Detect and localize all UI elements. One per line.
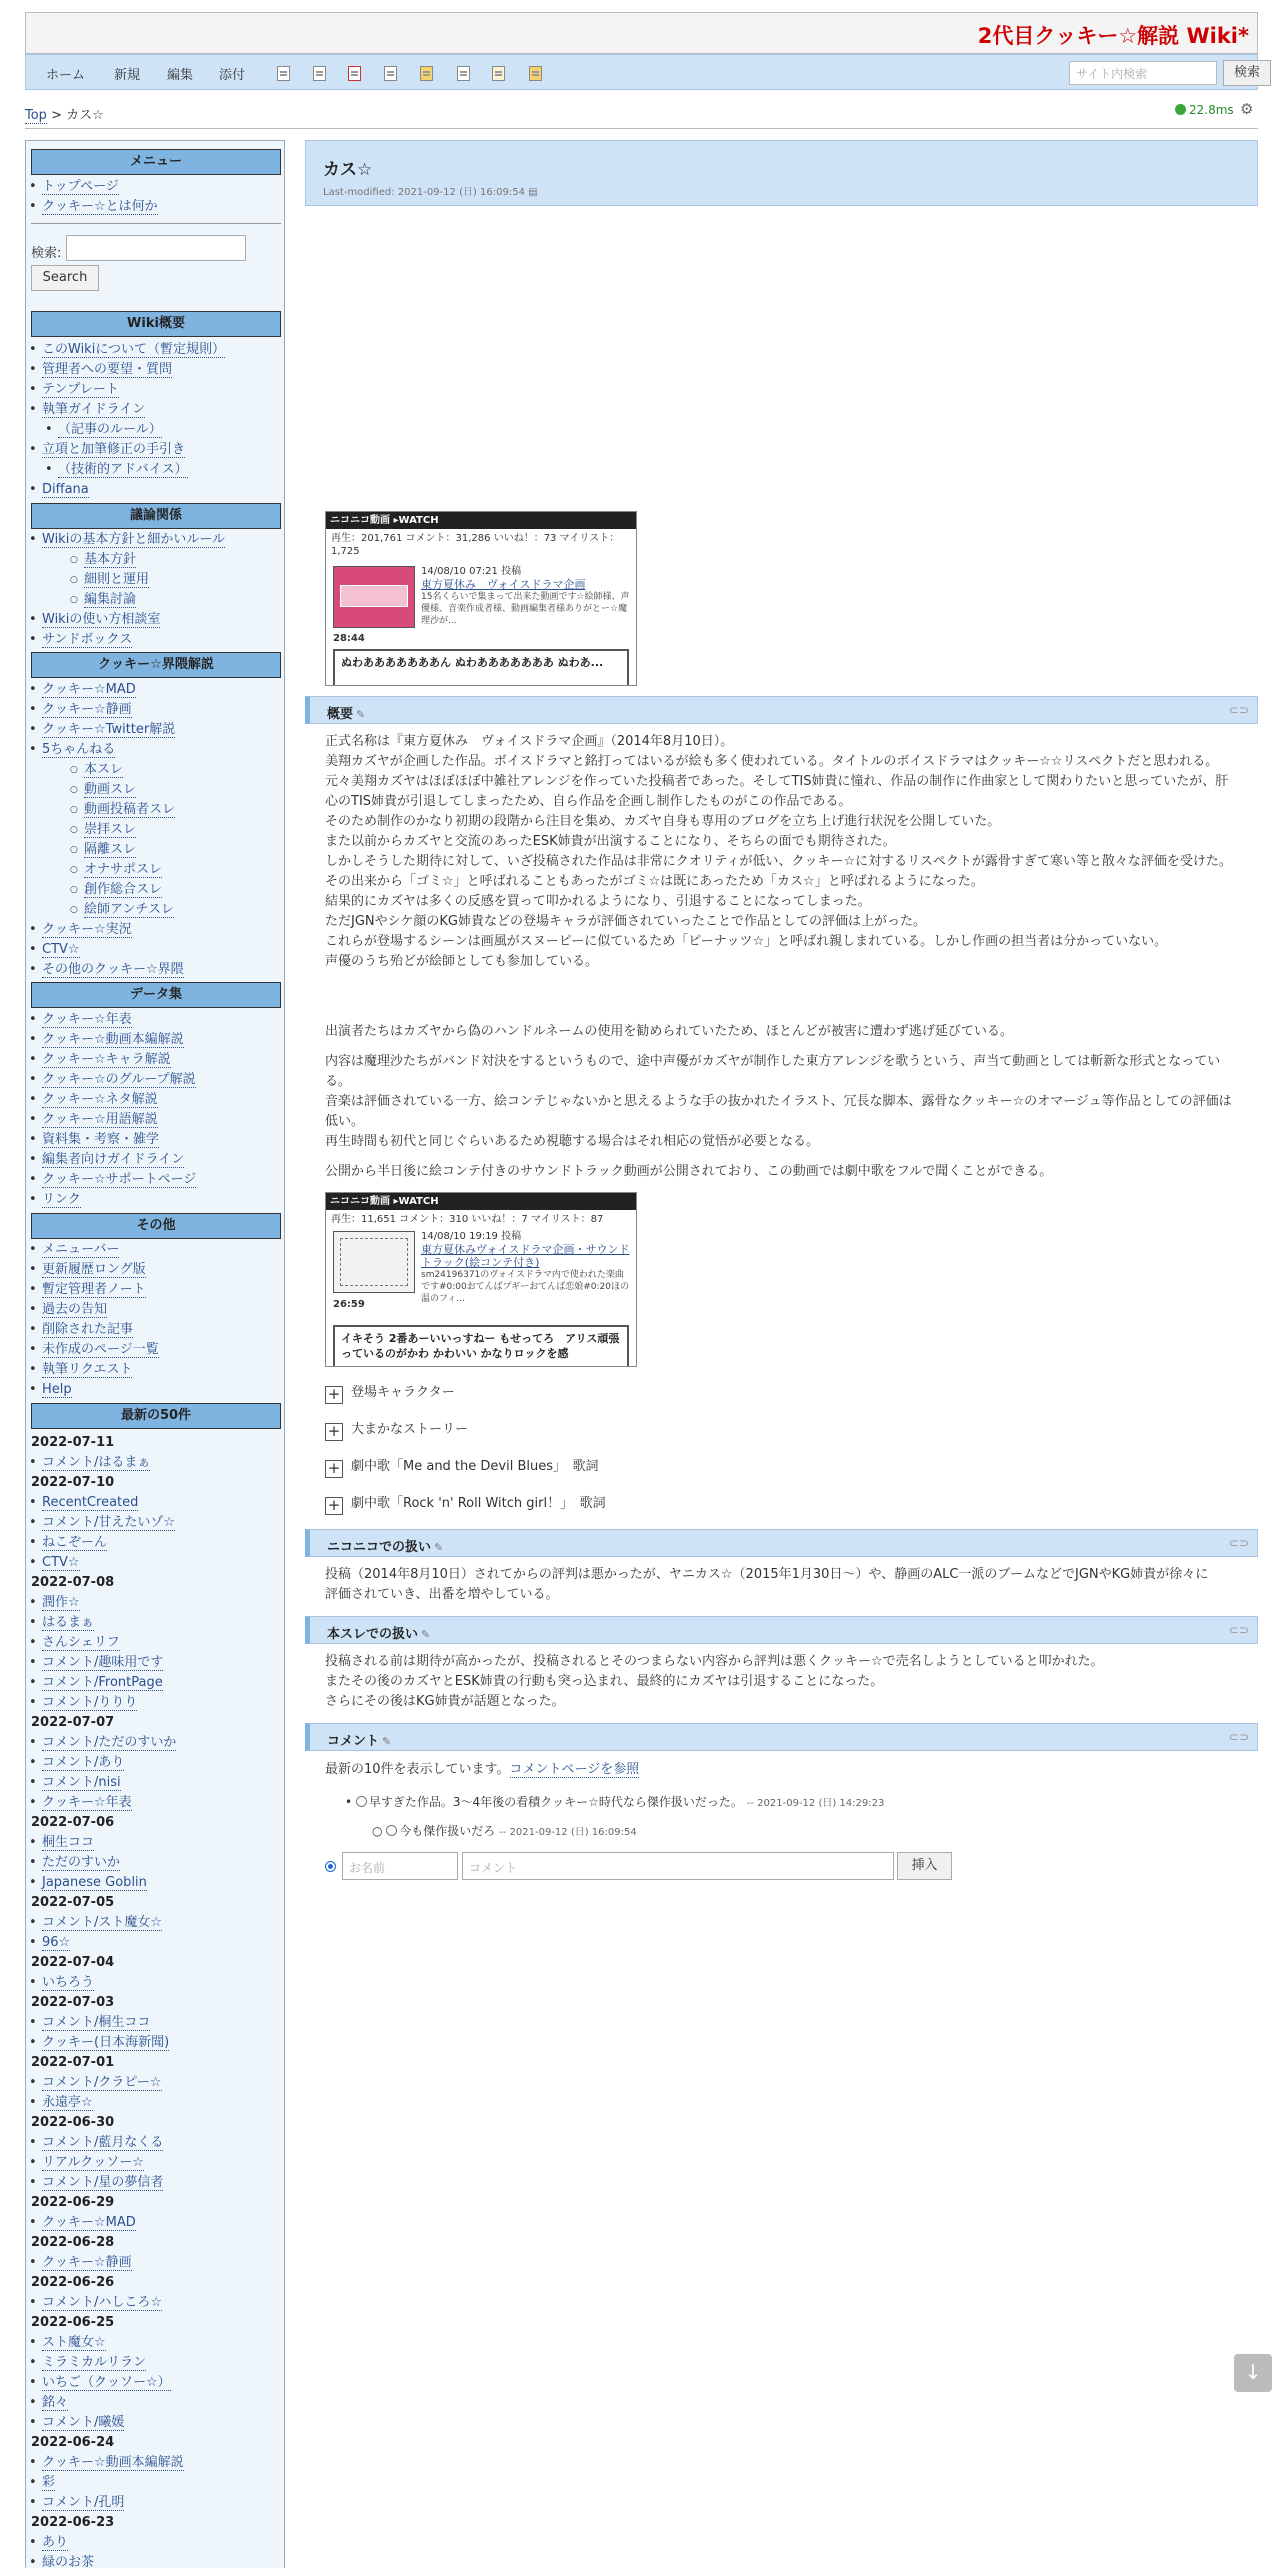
comment-item: • 早すぎた作品。3～4年後の看積クッキー☆時代なら傑作扱いだった。 -- 2021-09-12 (日) 14:29:23: [345, 1795, 885, 1809]
comment-reply: ○ 今も傑作扱いだろ -- 2021-09-12 (日) 16:09:54: [372, 1824, 637, 1838]
recent-date: 2022-06-28: [31, 2235, 115, 2250]
diff-icon[interactable]: [313, 66, 326, 81]
recent-item[interactable]: • コメント/星の夢信者: [42, 2175, 163, 2191]
video-title-link[interactable]: 東方夏休みヴォイスドラマ企画・サウンドトラック(絵コンテ付き): [421, 1243, 630, 1269]
recent-item[interactable]: • さんシェリフ: [42, 1635, 120, 1651]
recent-item[interactable]: • 銘々: [42, 2395, 68, 2411]
section-overview: [305, 696, 1258, 724]
wiki-heading: Wiki概要: [31, 311, 281, 337]
video-date: 14/08/10 07:21 投稿: [421, 566, 522, 577]
overview-line: 音楽は評価されている一方、絵コンテじゃないかと思えるような手の抜かれたイラスト、冗長な脚本、露骨なクッキー☆のオマージュ等作品としての評価は低い。: [325, 1094, 1232, 1129]
sidebar-item-requests[interactable]: • 管理者への要望・質問: [42, 362, 172, 378]
site-header: [25, 12, 1258, 54]
nav-home[interactable]: ホーム: [46, 68, 86, 83]
recent-item[interactable]: • ミラミカルリラン: [42, 2355, 146, 2371]
overview-line: そのため制作のかなり初期の段階から注目を集め、カズヤ自身も専用のブログを立ち上げ進行状況を公開していた。: [325, 814, 1001, 829]
overview-line: その出来から「ゴミ☆」と呼ばれることもあったがゴミ☆は既にあったため「カス☆」と呼ばれるようになった。: [325, 874, 984, 889]
recent-item[interactable]: • 潤作☆: [42, 1595, 80, 1611]
recent-item[interactable]: • クッキー☆静画: [42, 2255, 132, 2271]
recent-item[interactable]: • コメント/はるまぁ: [42, 1455, 150, 1471]
overview-text: [325, 732, 1240, 972]
fold-song2[interactable]: + 劇中歌「Rock 'n' Roll Witch girl！」 歌詞: [325, 1492, 606, 1515]
recent-item[interactable]: • スト魔女☆: [42, 2335, 106, 2351]
overview-text-3: [325, 1052, 1240, 1152]
overview-line: 結果的にカズヤは多くの反感を買って叩かれるようになり、引退することになってしまった。: [325, 894, 871, 909]
sidebar-item-policy[interactable]: • Wikiの基本方針と細かいルール: [42, 532, 225, 548]
recent-date: 2022-06-29: [31, 2195, 115, 2210]
other-heading: その他: [31, 1213, 281, 1239]
recent-item[interactable]: • 桐生ココ: [42, 1835, 94, 1851]
copy-icon[interactable]: [384, 66, 397, 81]
recent-date: 2022-07-08: [31, 1575, 115, 1590]
recent-date: 2022-07-10: [31, 1475, 115, 1490]
edit-pencil-icon[interactable]: ✎: [356, 708, 366, 721]
recent-item[interactable]: • クッキー(日本海新聞): [42, 2035, 169, 2051]
overview-line: 美翔カズヤが企画した作品。ボイスドラマと銘打ってはいるが絵も多く使われている。タイトルのボイスドラマはクッキー☆☆リスペクトだと思われる。: [325, 754, 1219, 769]
recent-item[interactable]: • CTV☆: [42, 1555, 80, 1571]
menu-heading: メニュー: [31, 149, 281, 175]
sidebar-item-5ch-sub[interactable]: ○ 動画投稿者スレ: [84, 802, 175, 818]
sidebar-item-data[interactable]: • クッキー☆用語解説: [42, 1112, 158, 1128]
video-info: [421, 566, 631, 627]
video-embed[interactable]: [325, 511, 637, 686]
sidebar-item-data[interactable]: • 資料集・考察・雑学: [42, 1132, 159, 1148]
recent-date: 2022-06-24: [31, 2435, 115, 2450]
recent-item[interactable]: • コメント/趣味用です: [42, 1655, 163, 1671]
anchor-link-icon[interactable]: ⊂⊃: [1228, 1536, 1249, 1550]
recent-item[interactable]: • はるまぁ: [42, 1615, 94, 1631]
overview-line: 声優のうち殆どが絵師としても参加している。: [325, 954, 599, 969]
divider: [25, 128, 1258, 129]
sidebar-item-5ch-sub[interactable]: ○ 崇拝スレ: [84, 822, 136, 838]
recent-item[interactable]: • コメント/ただのすいか: [42, 1735, 176, 1751]
honsure-text: 投稿される前は期待が高かったが、投稿されるとそのつまらない内容から評判は悪くクッキー☆で売名しようとしていると叩かれた。 またその後のカズヤとESK姉貴の行動も突っ込まれ、最終的にカズヤは引退することになった。 さらにその後はKG姉貴が話題となった。: [325, 1654, 1104, 1709]
comment-page-link[interactable]: コメントページを参照: [509, 1762, 640, 1777]
sidebar-item-template[interactable]: • テンプレート: [42, 382, 119, 398]
recent-item[interactable]: • コメント/孔明: [42, 2495, 124, 2511]
recent-date: 2022-06-23: [31, 2515, 115, 2530]
overview-line: 元々美翔カズヤはほぼほぼ中雑社アレンジを作っていた投稿者であった。そしてTIS姉貴に憧れ、作品の制作に作曲家として関わりたいと思っていたが、肝心のTIS姉貴が引退してしまったため、自ら作品を企画し制作したものがこの作品である。: [325, 774, 1229, 809]
video-title-link[interactable]: 東方夏休み ヴォイスドラマ企画: [421, 578, 586, 591]
video-thumbnail[interactable]: [333, 566, 415, 628]
edit-pencil-icon[interactable]: ✎: [382, 1735, 392, 1748]
overview-line: これらが登場するシーンは画風がスヌーピーに似ているため「ピーナッツ☆」と呼ばれ親しまれている。しかし作画の担当者は分かっていない。: [325, 934, 1168, 949]
breadcrumb-separator: >: [51, 108, 62, 123]
sidebar-item-guideline[interactable]: • 執筆ガイドライン: [42, 402, 145, 418]
sidebar-item-about-cookie[interactable]: • クッキー☆とは何か: [42, 199, 158, 215]
delete-icon[interactable]: [348, 66, 361, 81]
sidebar-item-howto[interactable]: • 立項と加筆修正の手引き: [42, 442, 185, 458]
section-honsure: [305, 1616, 1258, 1644]
sidebar-item-5ch-sub[interactable]: ○ オナサポスレ: [84, 862, 162, 878]
sidebar-item-5ch-sub[interactable]: ○ 動画スレ: [84, 782, 136, 798]
video-length: 28:44: [333, 633, 365, 644]
sidebar-item-5ch-sub[interactable]: ○ 創作総合スレ: [84, 882, 162, 898]
overview-line: ただJGNやシケ顔のKG姉貴などの登場キャラが評価されていったことで作品としての評価は上がった。: [325, 914, 926, 929]
sidebar-item-5ch-sub[interactable]: ○ 隔離スレ: [84, 842, 136, 858]
sidebar-item-about-wiki[interactable]: • このWikiについて（暫定規則）: [42, 342, 225, 358]
kai-heading: クッキー☆界隈解説: [31, 652, 281, 678]
recent-date: 2022-06-26: [31, 2275, 115, 2290]
recent-item[interactable]: • ねこぞーん: [42, 1535, 107, 1551]
sidebar-item-ctv[interactable]: • CTV☆: [42, 942, 80, 958]
rename-icon[interactable]: [457, 66, 470, 81]
sidebar-item-sandbox[interactable]: • サンドボックス: [42, 632, 132, 648]
recent-item[interactable]: • コメント/桐生ココ: [42, 2015, 150, 2031]
niconico-text: 投稿（2014年8月10日）されてからの評判は悪かったが、ヤニカス☆（2015年1月30日～）や、静画のALC一派のブームなどでJGNやKG姉貴が徐々に 評価されていき、出番を増やしている。: [325, 1567, 1209, 1602]
recent-item[interactable]: • 彩: [42, 2475, 55, 2491]
recent-item[interactable]: • コメント/藍月なくる: [42, 2135, 163, 2151]
sidebar-item-policy-basic[interactable]: ○ 基本方針: [84, 552, 136, 568]
sidebar-item-other[interactable]: • 執筆リクエスト: [42, 1362, 132, 1378]
sidebar-item-other-kai[interactable]: • その他のクッキー☆界隈: [42, 962, 184, 978]
recent-item[interactable]: • コメント/スト魔女☆: [42, 1915, 162, 1931]
sidebar-item-other[interactable]: • 更新履歴ロング版: [42, 1262, 146, 1278]
name-field[interactable]: お名前: [342, 1852, 458, 1880]
anchor-link-icon[interactable]: ⊂⊃: [1228, 1730, 1249, 1744]
fold-story[interactable]: + 大まかなストーリー: [325, 1418, 468, 1441]
page-title: カス☆: [323, 160, 373, 180]
sidebar-item-consult[interactable]: • Wikiの使い方相談室: [42, 612, 160, 628]
recent-item[interactable]: • いちご（クッソー☆）: [42, 2375, 171, 2391]
data-heading: データ集: [31, 982, 281, 1008]
video-bar: ニコニコ動画 ▸WATCH: [326, 512, 636, 529]
video-info: [421, 1231, 631, 1305]
fold-song1[interactable]: + 劇中歌「Me and the Devil Blues」 歌詞: [325, 1455, 599, 1478]
recent-date: 2022-06-30: [31, 2115, 115, 2130]
video-length: 26:59: [333, 1299, 365, 1310]
last-modified: Last-modified: 2021-09-12 (日) 16:09:54 ▤: [323, 187, 538, 198]
sidebar-item-top[interactable]: • トップページ: [42, 179, 119, 195]
video-desc: 15名くらいで集まって出来た動画です☆絵師様、声優様、音楽作成者様、動画編集者様ありがとー☆魔理沙が...: [421, 592, 630, 626]
overview-line: 正式名称は『東方夏休み ヴォイスドラマ企画』（2014年8月10日）。: [325, 734, 734, 749]
recent-item[interactable]: • Japanese Goblin: [42, 1875, 147, 1891]
comment-field[interactable]: コメント: [462, 1852, 894, 1880]
recent-item[interactable]: • 96☆: [42, 1935, 70, 1951]
video-stats: 再生：11,651 コメント：310 いいね！：7 マイリスト：87: [331, 1214, 604, 1225]
sidebar-item-data[interactable]: • クッキー☆ネタ解説: [42, 1092, 158, 1108]
sidebar-item-5ch-sub[interactable]: ○ 本スレ: [84, 762, 123, 778]
sidebar-item-5ch[interactable]: • 5ちゃんねる: [42, 742, 115, 758]
recent-date: 2022-07-03: [31, 1995, 115, 2010]
recent-heading: 最新の50件: [31, 1403, 281, 1429]
video-bar: ニコニコ動画 ▸WATCH: [326, 1193, 636, 1210]
recent-date: 2022-07-07: [31, 1715, 115, 1730]
recent-item[interactable]: • リアルクッソー☆: [42, 2155, 144, 2171]
timing-value: 22.8ms: [1189, 103, 1234, 117]
breadcrumb: [25, 104, 104, 123]
scroll-down-icon[interactable]: ↓: [1234, 2354, 1272, 2392]
gear-icon[interactable]: ⚙: [1240, 100, 1254, 118]
sidebar-item-other[interactable]: • 未作成のページ一覧: [42, 1342, 159, 1358]
overview-text-4: 公開から半日後に絵コンテ付きのサウンドトラック動画が公開されており、この動画では劇中歌をフルで聞くことができる。: [325, 1164, 1053, 1179]
video-embed[interactable]: [325, 1192, 637, 1367]
sidebar-item-twitter[interactable]: • クッキー☆Twitter解説: [42, 722, 175, 738]
timing-dot-icon: [1175, 104, 1186, 115]
sidebar-item-mad[interactable]: • クッキー☆MAD: [42, 682, 136, 698]
sidebar-item-5ch-sub[interactable]: ○ 絵師アンチスレ: [84, 902, 174, 918]
recent-item[interactable]: • 永遠亭☆: [42, 2095, 93, 2111]
sidebar-item-other[interactable]: • Help: [42, 1382, 72, 1398]
sidebar-search-label: 検索:: [31, 246, 62, 261]
recent-item[interactable]: • コメント/曦媛: [42, 2415, 124, 2431]
page-title-box: [305, 140, 1258, 206]
giron-heading: 議論関係: [31, 503, 281, 529]
sidebar-item-other[interactable]: • メニューバー: [42, 1242, 119, 1258]
video-comment: ぬわあああああああん ぬわあああああああ ぬわあ...: [333, 649, 629, 686]
recent-item[interactable]: • コメント/FrontPage: [42, 1675, 163, 1691]
render-timing: [1175, 103, 1234, 117]
comment-intro: 最新の10件を表示しています。コメントページを参照: [325, 1762, 640, 1777]
video-desc: sm24196371のヴォイスドラマ内で使われた楽曲です#0:00おてんばプギーおてんば恋娘#0:20ほの温のフィ...: [421, 1270, 629, 1304]
recent-item[interactable]: • コメント/クラピー☆: [42, 2075, 162, 2091]
overview-line: また以前からカズヤと交流のあったESK姉貴が出演することになり、そちらの面でも期待された。: [325, 834, 896, 849]
sidebar-item-data[interactable]: • クッキー☆キャラ解説: [42, 1052, 171, 1068]
sidebar-item-other[interactable]: • 削除された記事: [42, 1322, 133, 1338]
section-title: コメント: [327, 1734, 380, 1749]
recent-item[interactable]: • コメント/nisi: [42, 1775, 121, 1791]
navbar: [25, 54, 1258, 90]
sidebar-item-data[interactable]: • リンク: [42, 1192, 81, 1208]
sidebar-item-data[interactable]: • クッキー☆のグループ解説: [42, 1072, 196, 1088]
sidebar-item-howto-sub: • （技術的アドバイス）: [58, 462, 188, 478]
sidebar-item-policy-debate[interactable]: ○ 編集討論: [84, 592, 136, 608]
divider: [31, 223, 281, 224]
recent-item[interactable]: • ただのすいか: [42, 1855, 120, 1871]
overview-line: 再生時間も初代と同じぐらいあるため視聴する場合はそれ相応の覚悟が必要となる。: [325, 1134, 820, 1149]
expand-icon: +: [325, 1497, 343, 1515]
section-title: ニコニコでの扱い: [327, 1540, 432, 1555]
overview-line: しかしそうした期待に対して、いざ投稿された作品は非常にクオリティが低い、クッキー☆に対するリスペクトが露骨すぎて寒い等と散々な評価を受けた。: [325, 854, 1232, 869]
sidebar-item-data[interactable]: • クッキー☆年表: [42, 1012, 132, 1028]
fold-characters[interactable]: + 登場キャラクター: [325, 1381, 455, 1404]
sidebar-item-data[interactable]: • 編集者向けガイドライン: [42, 1152, 184, 1168]
rss-icon: ▤: [528, 187, 538, 198]
backup-icon[interactable]: [529, 66, 542, 81]
overview-line: 内容は魔理沙たちがバンド対決をするというもので、途中声優がカズヤが制作した東方アレンジを歌うという、声当て動画としては斬新な形式となっている。: [325, 1054, 1221, 1089]
anchor-link-icon[interactable]: ⊂⊃: [1228, 703, 1249, 717]
comment-new-radio[interactable]: [325, 1860, 338, 1874]
recent-date: 2022-07-01: [31, 2055, 115, 2070]
site-search-button[interactable]: 検索: [1223, 60, 1271, 86]
sidebar-item-other[interactable]: • 過去の告知: [42, 1302, 107, 1318]
edit-pencil-icon[interactable]: ✎: [434, 1541, 444, 1554]
comment-radio[interactable]: [356, 1796, 367, 1807]
breadcrumb-top[interactable]: Top: [25, 108, 47, 123]
recent-item[interactable]: • コメント/あり: [42, 1755, 124, 1771]
recent-item[interactable]: • コメント/ハしころ☆: [42, 2295, 162, 2311]
lock-icon[interactable]: [420, 66, 433, 81]
insert-button[interactable]: 挿入: [897, 1852, 952, 1880]
video-thumbnail[interactable]: [333, 1231, 415, 1293]
recent-date: 2022-07-04: [31, 1955, 115, 1970]
video-comment: イキそう 2番あーいいっすねー もせってろ アリス頑張っているのがかわ かわいい かなりロックを感: [333, 1325, 629, 1367]
recent-item[interactable]: • いちろう: [42, 1975, 94, 1991]
site-title[interactable]: 2代目クッキー☆解説 Wiki*: [977, 24, 1249, 48]
sidebar-item-jikkyo[interactable]: • クッキー☆実況: [42, 922, 132, 938]
recent-date: 2022-06-25: [31, 2315, 115, 2330]
recent-item[interactable]: • クッキー☆年表: [42, 1795, 132, 1811]
anchor-link-icon[interactable]: ⊂⊃: [1228, 1623, 1249, 1637]
nav-edit[interactable]: 編集: [167, 68, 194, 83]
expand-icon: +: [325, 1423, 343, 1441]
overview-text-2: 出演者たちはカズヤから偽のハンドルネームの使用を勧められていたため、ほとんどが被害に遭わず逃げ延びている。: [325, 1024, 1013, 1039]
expand-icon: +: [325, 1386, 343, 1404]
sidebar-item-seiga[interactable]: • クッキー☆静画: [42, 702, 132, 718]
recent-item[interactable]: • コメント/りりり: [42, 1695, 137, 1711]
section-niconico: [305, 1529, 1258, 1557]
history-icon[interactable]: [492, 66, 505, 81]
recent-item[interactable]: • 緑のお茶: [42, 2555, 94, 2568]
recent-date: 2022-07-06: [31, 1815, 115, 1830]
sidebar-search-input[interactable]: [66, 235, 246, 261]
sidebar: [25, 140, 285, 2568]
comment-radio[interactable]: [386, 1825, 397, 1836]
recent-date: 2022-07-11: [31, 1435, 115, 1450]
sidebar-item-data[interactable]: • クッキー☆動画本編解説: [42, 1032, 184, 1048]
section-title: 概要: [327, 707, 354, 722]
recent-item[interactable]: • あり: [42, 2535, 68, 2551]
site-search-input[interactable]: サイト内検索: [1069, 61, 1217, 85]
edit-pencil-icon[interactable]: ✎: [421, 1628, 431, 1641]
expand-icon: +: [325, 1460, 343, 1478]
sidebar-item-data[interactable]: • クッキー☆サポートページ: [42, 1172, 196, 1188]
sidebar-item-guideline-sub: • （記事のルール）: [58, 422, 162, 438]
recent-date: 2022-07-05: [31, 1895, 115, 1910]
edit-tool-icon[interactable]: [277, 66, 290, 81]
section-title: 本スレでの扱い: [327, 1627, 419, 1642]
breadcrumb-current: カス☆: [66, 108, 104, 123]
sidebar-item-policy-rules[interactable]: ○ 細則と運用: [84, 572, 149, 588]
video-stats: 再生：201,761 コメント：31,286 いいね！：73 マイリスト：1,725: [331, 533, 620, 557]
recent-item[interactable]: • コメント/甘えたいゾ☆: [42, 1515, 175, 1531]
sidebar-search-button[interactable]: Search: [31, 265, 99, 291]
sidebar-item-other[interactable]: • 暫定管理者ノート: [42, 1282, 146, 1298]
recent-item[interactable]: • クッキー☆MAD: [42, 2215, 136, 2231]
recent-item[interactable]: • RecentCreated: [42, 1495, 138, 1511]
recent-item[interactable]: • クッキー☆動画本編解説: [42, 2455, 184, 2471]
nav-attach[interactable]: 添付: [219, 68, 246, 83]
video-date: 14/08/10 19:19 投稿: [421, 1231, 522, 1242]
section-comment: [305, 1723, 1258, 1751]
sidebar-item-diffana[interactable]: • Diffana: [42, 482, 89, 498]
nav-new[interactable]: 新規: [114, 68, 141, 83]
